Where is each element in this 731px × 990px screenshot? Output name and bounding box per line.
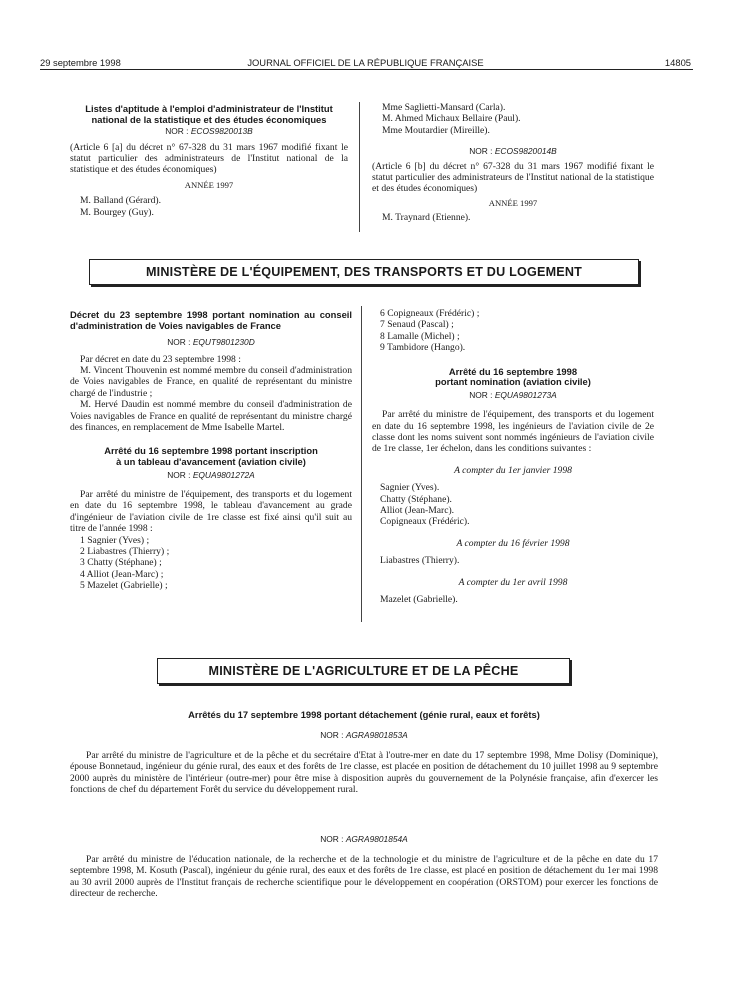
ministry-heading-equipment: MINISTÈRE DE L'ÉQUIPEMENT, DES TRANSPORTS ET DU LOGEMENT [89,259,639,285]
paragraph: Par arrêté du ministre de l'équipement, des transports et du logement en date du 16 septembre 1998, le tableau d'avancement au grade d'ingénieur de l'aviation civile de 1re classe est fixé ainsi qu'il suit au titre de l'année 1998 : [70,489,352,535]
name-entry: Copigneaux (Frédéric). [380,516,470,528]
list-item: 4 Alliot (Jean-Marc) ; [80,568,164,580]
paragraph: Par décret en date du 23 septembre 1998 : [80,353,241,365]
article-note: (Article 6 [a] du décret n° 67-328 du 31 mars 1967 modifié fixant le statut particulier des administrateurs de l'Institut national de la statistique et des études économiques) [70,141,348,176]
section-title: Arrêté du 16 septembre 1998 portant nomination (aviation civile) [435,365,591,388]
effective-date: A compter du 1er avril 1998 [458,576,568,588]
paragraph: Par arrêté du ministre de l'agriculture et de la pêche et du secrétaire d'Etat à l'outre-mer en date du 17 septembre 1998, Mme Dolisy (Dominique), épouse Bonnetaud, ingénieur du génie rural, des eaux et des forêts de 1re classe, est placée en position de détachement du 10 juillet 1998 au 9 septembre 2000 auprès du ministère de l'intérieur (outre-mer) pour être mise à disposition auprès du gouvernement de la Polynésie française, afin d'exercer les fonctions de chef du département Forêt du service du développement rural. [70,750,658,796]
list-item: 3 Chatty (Stéphane) ; [80,557,162,569]
year-label: ANNÉE 1997 [488,197,538,208]
nor-reference: NOR : AGRA9801854A [320,833,408,844]
effective-date: A compter du 16 février 1998 [456,537,570,549]
name-entry: Mme Moutardier (Mireille). [382,124,490,136]
name-entry: Chatty (Stéphane). [380,493,452,505]
header-date: 29 septembre 1998 [40,57,121,68]
header-rule [40,69,693,70]
nor-reference: NOR : ECOS9820014B [469,146,557,157]
list-item: 6 Copigneaux (Frédéric) ; [380,308,480,319]
name-entry: Liabastres (Thierry). [380,555,460,567]
name-entry: M. Balland (Gérard). [80,195,161,207]
article-note: (Article 6 [b] du décret n° 67-328 du 31 mars 1967 modifié fixant le statut particulier des administrateurs de l'Institut national de la statistique et des études économiques) [372,160,654,195]
name-entry: Mazelet (Gabrielle). [380,594,458,606]
name-entry: M. Ahmed Michaux Bellaire (Paul). [382,113,521,125]
paragraph: M. Vincent Thouvenin est nommé membre du conseil d'administration de Voies navigables de France, en qualité de représentant du ministre chargé de l'industrie ; [70,365,352,399]
section-title: Arrêtés du 17 septembre 1998 portant détachement (génie rural, eaux et forêts) [188,709,540,720]
name-entry: Mme Saglietti-Mansard (Carla). [382,102,506,113]
nor-reference: NOR : EQUT9801230D [167,337,255,348]
name-entry: Sagnier (Yves). [380,482,440,494]
section-agriculture-detachment [70,710,658,900]
nor-reference: NOR : EQUA9801273A [469,389,557,400]
paragraph: M. Hervé Daudin est nommé membre du conseil d'administration de Voies navigables de France en qualité de représentant du ministre chargé des finances, en remplacement de Mme Isabelle Martel. [70,399,352,434]
paragraph: Par arrêté du ministre de l'équipement, des transports et du logement en date du 16 septembre 1998, les ingénieurs de l'aviation civile de 2e classe dont les noms suivent sont nommés ingénieurs de l'aviation civile de 1re classe, 1er échelon, dans les conditions suivantes : [372,409,654,455]
nor-reference: NOR : EQUA9801272A [167,469,255,480]
name-entry: Alliot (Jean-Marc). [380,505,455,517]
effective-date: A compter du 1er janvier 1998 [454,464,572,476]
section-title: Décret du 23 septembre 1998 portant nomination au conseil d'administration de Voies navigables de France [70,309,352,331]
ministry-heading-agriculture: MINISTÈRE DE L'AGRICULTURE ET DE LA PÊCHE [157,658,570,684]
paragraph: Par arrêté du ministre de l'éducation nationale, de la recherche et de la technologie et du ministre de l'agriculture et de la pêche en date du 17 septembre 1998, M. Kosuth (Pascal), ingénieur du génie rural, des eaux et des forêts de 1re classe, est placé en position de détachement du 1er mai 1998 au 30 avril 2000 auprès de l'Institut français de recherche scientifique pour le développement en coopération (ORSTOM) pour exercer les fonctions de directeur de recherche. [70,854,658,900]
section-aviation-nomination [372,308,654,606]
nor-reference: NOR : AGRA9801853A [320,729,408,740]
section-insee-list-a [70,104,348,218]
list-item: 8 Lamalle (Michel) ; [380,330,460,342]
section-vnf-decree [70,310,352,592]
list-item: 1 Sagnier (Yves) ; [80,534,150,546]
section-insee-list-b [372,102,654,224]
column-rule [359,102,360,232]
name-entry: M. Bourgey (Guy). [80,206,154,218]
list-item: 5 Mazelet (Gabrielle) ; [80,580,168,592]
section-title: Arrêté du 16 septembre 1998 portant inscription à un tableau d'avancement (aviation civile) [104,445,318,468]
list-item: 9 Tambidore (Hango). [380,342,466,354]
list-item: 2 Liabastres (Thierry) ; [80,546,170,558]
year-label: ANNÉE 1997 [184,179,234,190]
nor-reference: NOR : ECOS9820013B [165,126,253,137]
column-rule [361,306,362,622]
list-item: 7 Senaud (Pascal) ; [380,319,454,331]
page-number: 14805 [664,57,691,68]
name-entry: M. Traynard (Etienne). [382,212,471,224]
section-title: Listes d'aptitude à l'emploi d'administrateur de l'Institut national de la statistique et des études économiques [85,103,333,125]
journal-title: JOURNAL OFFICIEL DE LA RÉPUBLIQUE FRANÇAISE [247,57,484,68]
